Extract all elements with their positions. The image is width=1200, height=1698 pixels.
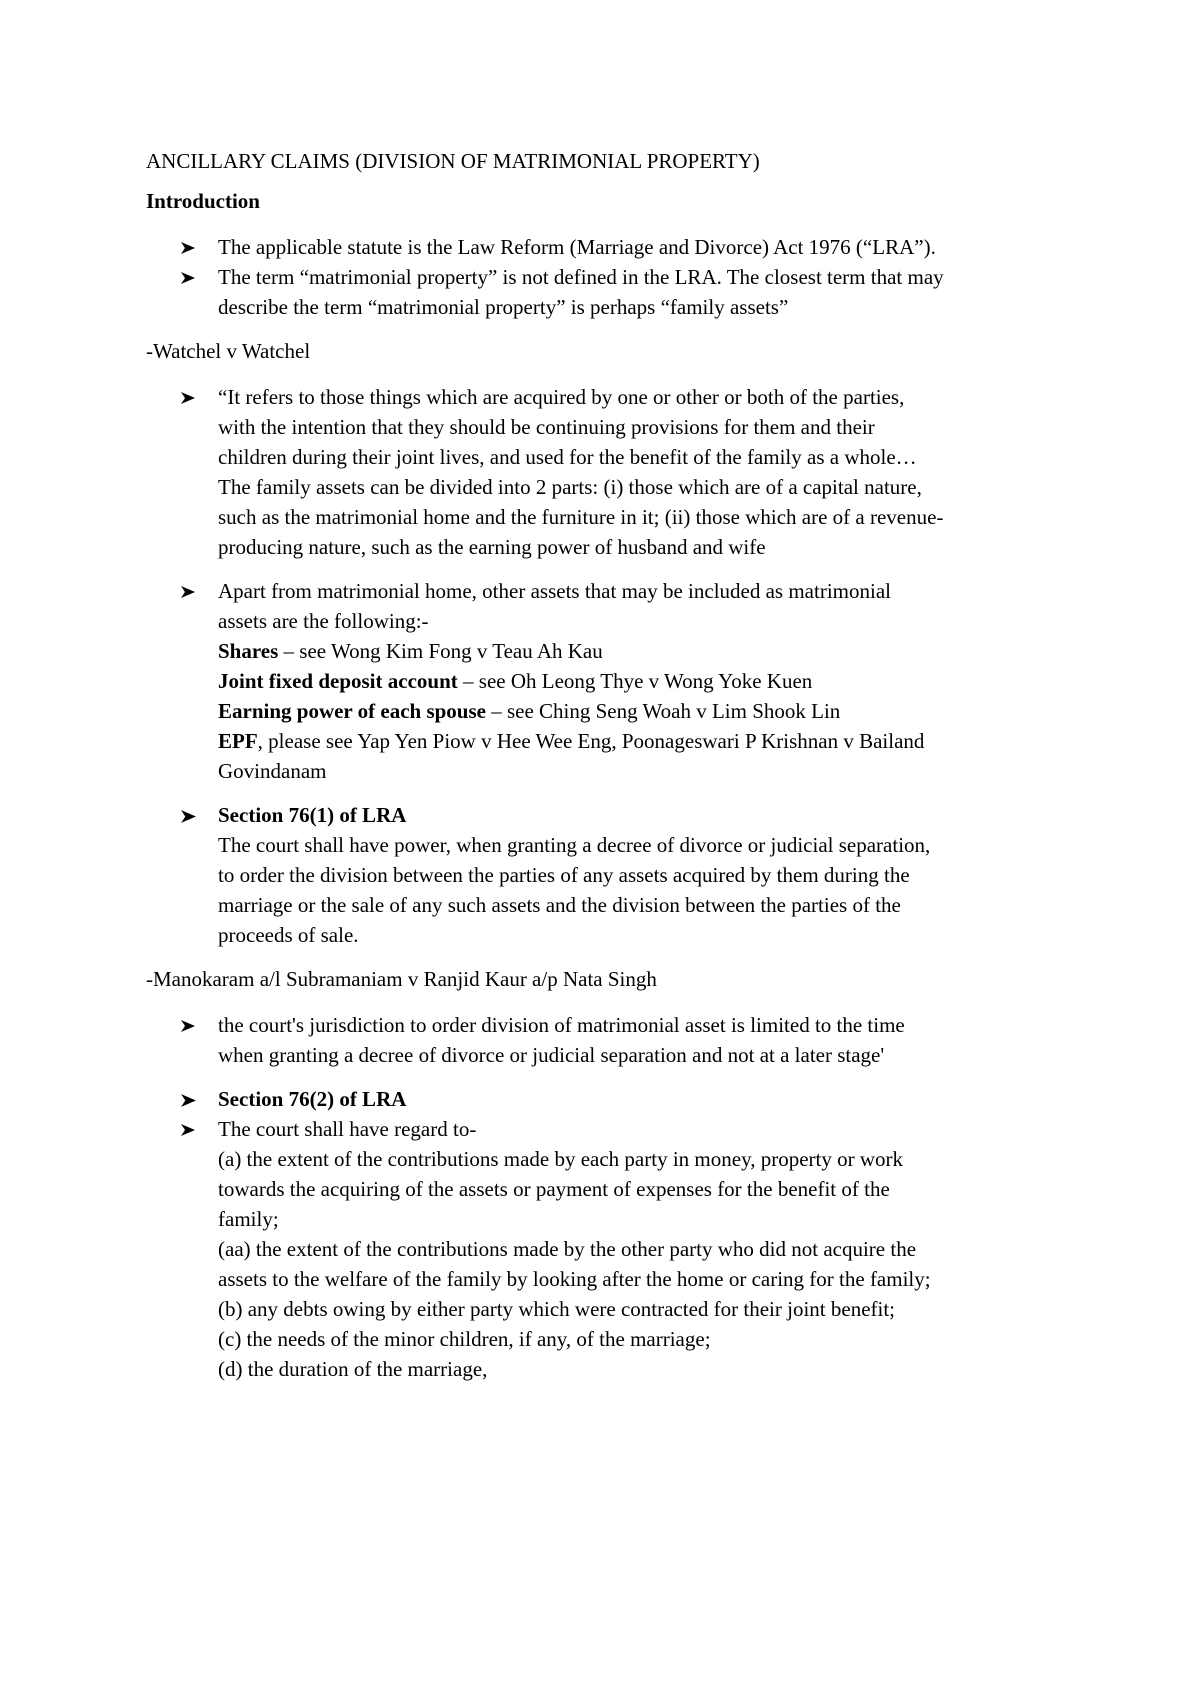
- asset-text: , please see Yap Yen Piow v Hee Wee Eng, Poonageswari P Krishnan v Bailand: [257, 729, 925, 753]
- section-76-2-list: [146, 1084, 1066, 1384]
- list-item: [146, 382, 1066, 562]
- quote-line: producing nature, such as the earning power of husband and wife: [218, 535, 766, 559]
- asset-text: – see Ching Seng Woah v Lim Shook Lin: [485, 699, 841, 723]
- quote-line: with the intention that they should be continuing provisions for them and their: [218, 415, 875, 439]
- manokaram-text-line: the court's jurisdiction to order division of matrimonial asset is limited to the time: [218, 1013, 905, 1037]
- list-item: [146, 576, 1066, 786]
- list-item: [146, 1114, 1066, 1384]
- asset-label: Earning power of each spouse: [218, 699, 486, 723]
- asset-joint-fixed-deposit: [218, 666, 1066, 696]
- asset-label: EPF: [218, 729, 258, 753]
- arrow-bullet-icon: [180, 1010, 200, 1040]
- arrow-bullet-icon: [180, 1114, 200, 1144]
- arrow-bullet-icon: [180, 1084, 200, 1114]
- bullet-text: The applicable statute is the Law Reform (Marriage and Divorce) Act 1976 (“LRA”).: [218, 235, 936, 259]
- asset-epf: [218, 726, 1066, 756]
- section-76-1-heading: Section 76(1) of LRA: [218, 803, 407, 827]
- section-text-line: The court shall have power, when granting a decree of divorce or judicial separation,: [218, 833, 931, 857]
- section-76-2-intro: The court shall have regard to-: [218, 1117, 477, 1141]
- quote-line: such as the matrimonial home and the furniture in it; (ii) those which are of a revenue-: [218, 505, 944, 529]
- bullet-text: The term “matrimonial property” is not defined in the LRA. The closest term that may: [218, 265, 944, 289]
- document-page: [146, 146, 1066, 1398]
- assets-intro-line: Apart from matrimonial home, other assets that may be included as matrimonial: [218, 579, 891, 603]
- asset-epf-continuation: Govindanam: [218, 759, 327, 783]
- list-item: [146, 262, 1066, 322]
- arrow-bullet-icon: [180, 576, 200, 606]
- section-text-line: proceeds of sale.: [218, 923, 359, 947]
- asset-text: – see Oh Leong Thye v Wong Yoke Kuen: [457, 669, 813, 693]
- section-76-2-item: family;: [218, 1207, 279, 1231]
- introduction-heading: Introduction: [146, 189, 260, 213]
- list-item: [146, 1084, 1066, 1114]
- section-text-line: marriage or the sale of any such assets and the division between the parties of the: [218, 893, 901, 917]
- arrow-bullet-icon: [180, 382, 200, 412]
- section-76-2-heading: Section 76(2) of LRA: [218, 1087, 407, 1111]
- asset-label: Shares: [218, 639, 279, 663]
- asset-shares: [218, 636, 1066, 666]
- intro-bullet-list: [146, 232, 1066, 322]
- asset-earning-power: [218, 696, 1066, 726]
- section-76-2-item: (d) the duration of the marriage,: [218, 1357, 488, 1381]
- asset-label: Joint fixed deposit account: [218, 669, 458, 693]
- assets-list: [146, 576, 1066, 786]
- list-item: [146, 800, 1066, 950]
- quote-line: children during their joint lives, and used for the benefit of the family as a whole…: [218, 445, 917, 469]
- quote-line: The family assets can be divided into 2 parts: (i) those which are of a capital nature,: [218, 475, 922, 499]
- watchel-quote-list: [146, 382, 1066, 562]
- assets-intro-line: assets are the following:-: [218, 609, 429, 633]
- bullet-text: describe the term “matrimonial property” is perhaps “family assets”: [218, 295, 789, 319]
- list-item: [146, 232, 1066, 262]
- document-title: ANCILLARY CLAIMS (DIVISION OF MATRIMONIAL PROPERTY): [146, 149, 760, 173]
- asset-text: – see Wong Kim Fong v Teau Ah Kau: [278, 639, 603, 663]
- section-76-2-item: (aa) the extent of the contributions made by the other party who did not acquire the: [218, 1237, 917, 1261]
- case-citation-manokaram: -Manokaram a/l Subramaniam v Ranjid Kaur a/p Nata Singh: [146, 967, 657, 991]
- quote-line: “It refers to those things which are acquired by one or other or both of the parties,: [218, 385, 905, 409]
- section-76-2-item: assets to the welfare of the family by looking after the home or caring for the family;: [218, 1267, 931, 1291]
- section-76-2-item: towards the acquiring of the assets or payment of expenses for the benefit of the: [218, 1177, 890, 1201]
- arrow-bullet-icon: [180, 262, 200, 292]
- section-76-2-item: (a) the extent of the contributions made by each party in money, property or work: [218, 1147, 904, 1171]
- section-76-2-item: (c) the needs of the minor children, if any, of the marriage;: [218, 1327, 711, 1351]
- manokaram-text-line: when granting a decree of divorce or judicial separation and not at a later stage': [218, 1043, 885, 1067]
- arrow-bullet-icon: [180, 800, 200, 830]
- section-76-1-list: [146, 800, 1066, 950]
- manokaram-list: [146, 1010, 1066, 1070]
- list-item: [146, 1010, 1066, 1070]
- arrow-bullet-icon: [180, 232, 200, 262]
- case-citation-watchel: -Watchel v Watchel: [146, 339, 311, 363]
- section-text-line: to order the division between the parties of any assets acquired by them during the: [218, 863, 910, 887]
- section-76-2-item: (b) any debts owing by either party which were contracted for their joint benefit;: [218, 1297, 896, 1321]
